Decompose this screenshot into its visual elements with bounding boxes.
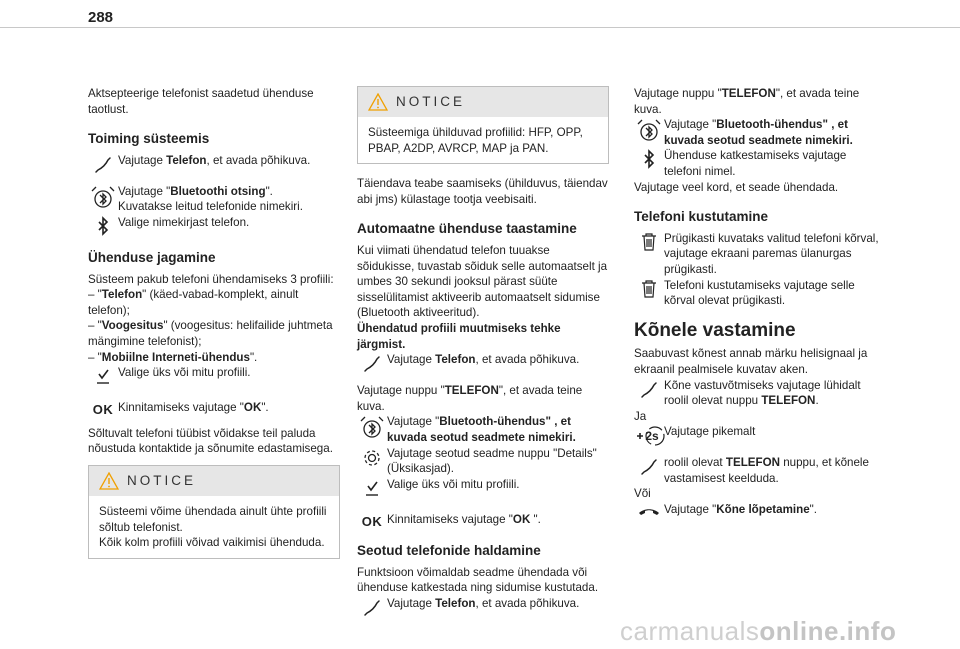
step-text: Vajutage Telefon, et avada põhikuva.	[387, 597, 580, 611]
column-2	[357, 86, 609, 627]
step-text-2: Kuvatakse leitud telefonide nimekiri.	[118, 200, 303, 214]
notice-line: Süsteemi võime ühendada ainult ühte profiili sõltub telefonist.	[99, 504, 327, 534]
step-long-press	[634, 424, 886, 447]
notice-box	[88, 465, 340, 559]
step-text: roolil olevat TELEFON nuppu, et kõnele vastamisest keelduda.	[664, 456, 869, 485]
notice-header	[89, 466, 339, 496]
share-intro: Süsteem pakub telefoni ühendamiseks 3 profiili:	[88, 272, 334, 286]
step-text: Vajutage seotud seadme nuppu "Details" (Üksikasjad).	[387, 446, 597, 476]
trash-icon	[634, 231, 664, 252]
column-1	[88, 86, 340, 571]
heading-system-action: Toiming süsteemis	[88, 131, 210, 147]
manage-text: Funktsioon võimaldab seadme ühendada või ühenduse katkestada ning sidumise kustutada.	[357, 565, 599, 595]
press-telefon-text: Vajutage nuppu "TELEFON", et avada teine kuva.	[634, 87, 860, 116]
step-text: Vajutage "Kõne lõpetamine".	[664, 503, 818, 517]
ja-text: Ja	[634, 409, 647, 423]
ok-icon: OK	[92, 402, 114, 418]
phone-icon	[357, 596, 387, 619]
checkbox-icon	[88, 365, 118, 386]
step-delete-2	[634, 278, 886, 309]
press-telefon-text: Vajutage nuppu "TELEFON", et avada teine kuva.	[357, 384, 583, 413]
checkbox-icon	[357, 477, 387, 498]
more-info-text: Täiendava teabe saamiseks (ühilduvus, täiendav abi jms) külastage tootja veebisaiti.	[357, 177, 608, 206]
step-text: Vajutage "Bluetoothi otsing".	[118, 184, 273, 198]
notice-title: NOTICE	[396, 94, 466, 110]
heading-delete-phone: Telefoni kustutamine	[634, 209, 769, 225]
step-text: Telefoni kustutamiseks vajutage selle kõrval olevat prügikasti.	[664, 278, 855, 308]
notice-header	[358, 87, 608, 117]
gear-icon	[357, 446, 387, 469]
warning-icon	[368, 93, 388, 111]
watermark: carmanualsonline.info	[620, 616, 897, 646]
step-end-call	[634, 502, 886, 519]
notice-box	[357, 86, 609, 164]
incoming-text: Saabuvast kõnest annab märku helisignaal ja ekraanil pealmisele kuvatav aken.	[634, 347, 868, 376]
phone-icon	[634, 455, 664, 478]
step-text: Valige nimekirjast telefon.	[118, 215, 250, 229]
step-disconnect	[634, 148, 886, 179]
hold-2s-icon	[634, 424, 664, 447]
step-text: Vajutage "Bluetooth-ühendus" , et kuvada seotud seadmete nimekiri.	[387, 415, 576, 444]
hold-2s-label: 2s	[645, 429, 659, 444]
bluetooth-search-icon	[357, 414, 387, 443]
heading-auto-reconnect: Automaatne ühenduse taastamine	[357, 221, 577, 237]
step-select-phone	[88, 215, 340, 236]
step-details	[357, 446, 609, 477]
auto-text: Kui viimati ühendatud telefon tuuakse sõidukisse, tuvastab sõiduk selle automaatselt ja umbes 30 sekundi jooksul pärast süüte sisselülitamist aktiveerib automaatselt sidumise (Bluetooth aktiveeritud).	[357, 243, 608, 320]
step-text: Ühenduse katkestamiseks vajutage telefoni nimel.	[664, 149, 847, 178]
hang-up-icon	[634, 502, 664, 519]
step-text: Kõne vastuvõtmiseks vajutage lühidalt roolil olevat nuppu TELEFON.	[664, 378, 861, 408]
step-reject	[634, 455, 886, 486]
phone-icon	[88, 153, 118, 176]
step-select-profiles	[88, 365, 340, 386]
page-number: 288	[88, 9, 114, 26]
notice-body: Süsteemiga ühilduvad profiilid: HFP, OPP, PBAP, A2DP, AVRCP, MAP ja PAN.	[368, 126, 583, 155]
step-confirm	[88, 394, 340, 418]
step-bluetooth-search	[88, 184, 340, 215]
notice-title: NOTICE	[127, 473, 197, 489]
bluetooth-icon	[634, 148, 664, 169]
bluetooth-search-icon	[88, 184, 118, 213]
step-answer	[634, 378, 886, 409]
ok-icon: OK	[361, 513, 383, 529]
step-text: Valige üks või mitu profiili.	[118, 366, 251, 380]
reconnect-text: Vajutage veel kord, et seade ühendada.	[634, 180, 839, 194]
warning-icon	[99, 472, 119, 490]
header-divider	[0, 27, 960, 28]
step-select-profiles	[357, 477, 609, 498]
step-text: Vajutage pikemalt	[664, 425, 756, 439]
step-text: Valige üks või mitu profiili.	[387, 477, 520, 491]
step-text: Kinnitamiseks vajutage "OK ".	[387, 512, 541, 526]
step-bluetooth-connection	[634, 117, 886, 148]
step-phone	[357, 352, 609, 375]
step-text: Prügikasti kuvataks valitud telefoni kõrval, vajutage ekraani paremas ülanurgas prügikasti.	[664, 231, 879, 276]
step-text: Vajutage "Bluetooth-ühendus" , et kuvada seotud seadmete nimekiri.	[664, 118, 853, 147]
intro-text: Aktsepteerige telefonist saadetud ühenduse taotlust.	[88, 87, 314, 116]
step-confirm	[357, 506, 609, 530]
step-phone	[357, 596, 609, 619]
auto-bold-text: Ühendatud profiili muutmiseks tehke järgmist.	[357, 321, 561, 351]
bluetooth-icon	[88, 215, 118, 236]
step-delete-1	[634, 231, 886, 278]
bluetooth-search-icon	[634, 117, 664, 146]
step-text: Vajutage Telefon, et avada põhikuva.	[387, 353, 580, 367]
heading-manage-paired: Seotud telefonide haldamine	[357, 543, 541, 559]
step-text: Vajutage Telefon, et avada põhikuva.	[118, 153, 311, 167]
step-text: Kinnitamiseks vajutage "OK".	[118, 401, 269, 415]
step-phone	[88, 153, 340, 176]
phone-icon	[634, 378, 664, 401]
heading-answer-call: Kõnele vastamine	[634, 319, 796, 341]
profile-item: – "Voogesitus" (voogesitus: helifailide juhtmeta mängimine telefonist);	[88, 319, 333, 348]
step-bluetooth-connection	[357, 414, 609, 445]
heading-connection-sharing: Ühenduse jagamine	[88, 249, 216, 265]
notice-line: Kõik kolm profiili võivad vaikimisi ühenduda.	[99, 536, 325, 550]
trash-icon	[634, 278, 664, 299]
profile-item: – "Mobiilne Interneti-ühendus".	[88, 350, 258, 364]
column-3	[634, 86, 886, 527]
profile-item: – "Telefon" (käed-vabad-komplekt, ainult telefon);	[88, 288, 299, 317]
notice-body	[89, 496, 339, 558]
depends-text: Sõltuvalt telefoni tüübist võidakse teil paluda nõustuda kontaktide ja sõnumite edastamisega.	[88, 426, 333, 456]
phone-icon	[357, 352, 387, 375]
voi-text: Või	[634, 487, 651, 501]
